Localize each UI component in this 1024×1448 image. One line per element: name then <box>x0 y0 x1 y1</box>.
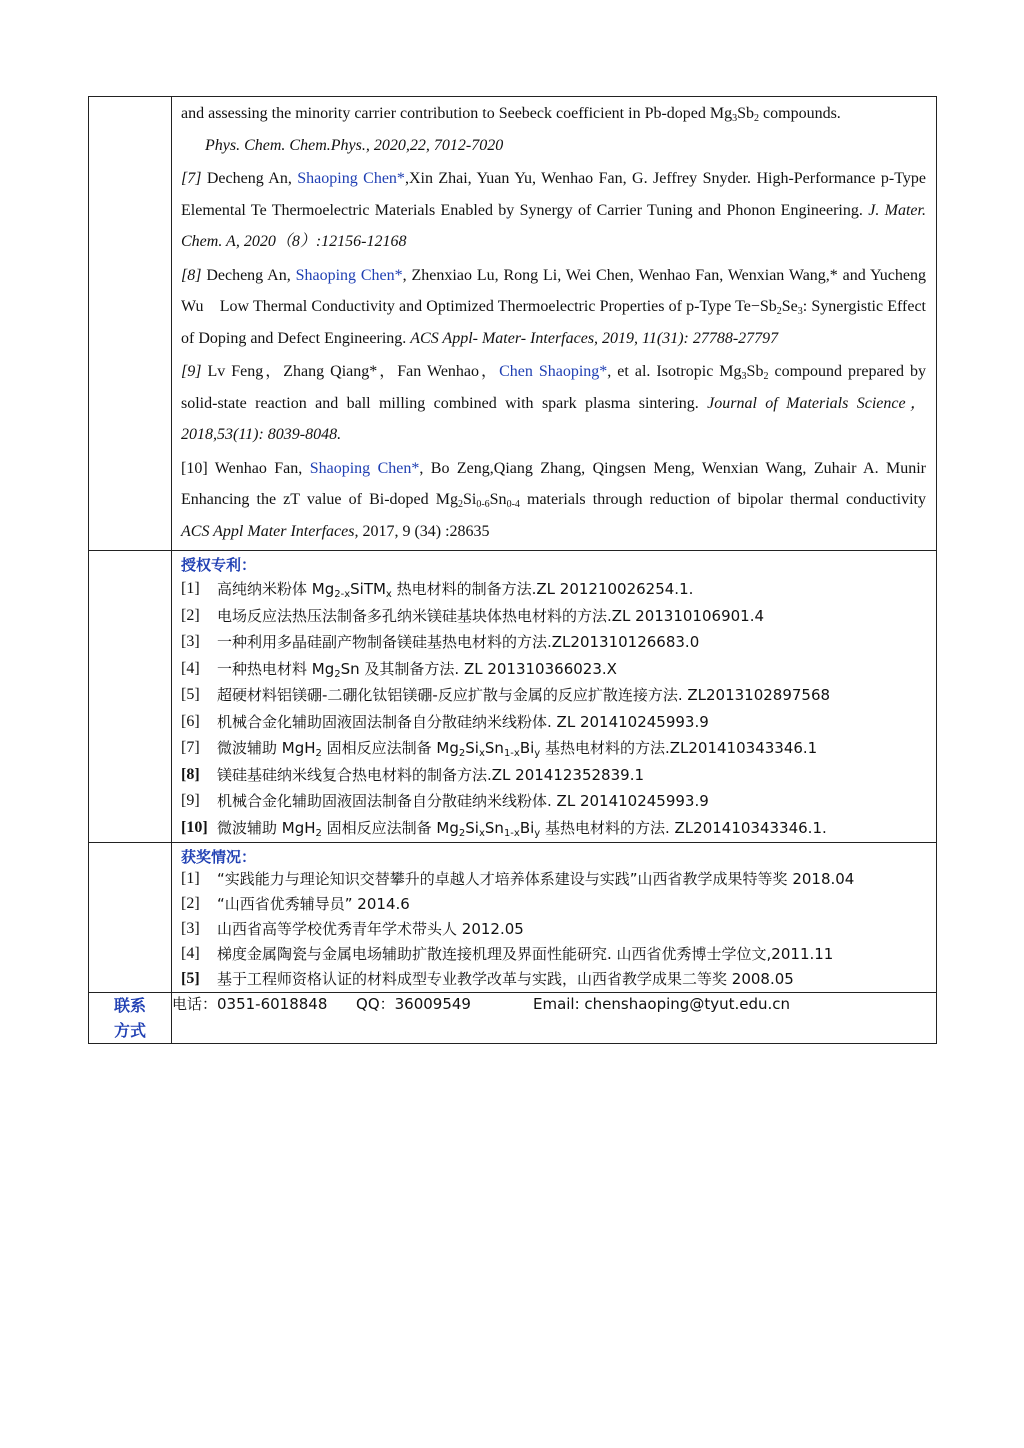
publication-9-journal: Journal of Materials Science，2018,53(11): 8039-8048. <box>181 394 926 443</box>
profile-table <box>88 96 943 1044</box>
publication-7: [7] Decheng An, Shaoping Chen*,Xin Zhai, Yuan Yu, Wenhao Fan, G. Jeffrey Snyder. High-Performance p-Type Elemental Te Thermoelectric Materials Enabled by Synergy of Carrier Tuning and Phonon Engineering. J. Mater. Chem. A, 2020（8）:12156-12168 <box>181 170 927 250</box>
award-item: [5] 基于工程师资格认证的材料成型专业教学改革与实践，山西省教学成果二等奖 2008.05 <box>181 970 794 988</box>
awards-cell <box>172 843 937 993</box>
publication-6: and assessing the minority carrier contribution to Seebeck coefficient in Pb-doped $Mg_3Sb_2$ compounds. Phys. Chem. Chem.Phys., 2020,22, 7012-7020 <box>181 105 841 154</box>
award-item: [4] 梯度金属陶瓷与金属电场辅助扩散连接机理及界面性能研究. 山西省优秀博士学位文,2011.11 <box>181 945 834 963</box>
contact-cell <box>172 993 937 1044</box>
publication-8: [8] Decheng An, Shaoping Chen*, Zhenxiao Lu, Rong Li, Wei Chen, Wenhao Fan, Wenxian Wang,* and Yucheng Wu Low Thermal Conductivity and Optimized Thermoelectric Properties of p-Type $Te-Sb_2Se_3$: Synergistic Effect of Doping and Defect Engineering. ACS Appl- Mater- Interfaces, 2019, 11(31): 27788-27797 <box>181 266 927 347</box>
patents-cell <box>172 551 937 843</box>
contact-row <box>89 993 937 1044</box>
corresponding-author: Shaoping Chen* <box>295 266 403 284</box>
patent-item: [4] 一种热电材料 $Mg_2Sn$ 及其制备方法. ZL 201310366023.X <box>181 659 617 680</box>
patents-title: 授权专利： <box>181 556 257 574</box>
publication-10: [10] Wenhao Fan, Shaoping Chen*, Bo Zeng,Qiang Zhang, Qingsen Meng, Wenxian Wang, Zuhair A. Munir Enhancing the zT value of Bi-doped $Mg_2Si_{0-6}Sn_{0-4}$ materials through reduction of bipolar thermal conductivity ACS Appl Mater Interfaces, 2017, 9 (34) :28635 <box>181 459 943 540</box>
awards-label-cell <box>89 843 172 993</box>
award-item: [3] 山西省高等学校优秀青年学术带头人 2012.05 <box>181 920 524 938</box>
award-item: [2] “山西省优秀辅导员” 2014.6 <box>181 895 410 913</box>
patent-item: [5] 超硬材料铝镁硼-二硼化钛铝镁硼-反应扩散与金属的反应扩散连接方法. ZL2013102897568 <box>181 686 831 704</box>
corresponding-author: Shaoping Chen* <box>297 170 405 187</box>
publication-9: [9] Lv Feng，Zhang Qiang*，Fan Wenhao，Chen Shaoping*, et al. Isotropic $Mg_3Sb_2$ compound prepared by solid-state reaction and ball milling combined with spark plasma sintering. Journal of Materials Science，2018,53(11): 8039-8048. <box>181 363 926 443</box>
publications-cell <box>172 97 943 551</box>
patents-list <box>181 576 926 841</box>
publications-row <box>89 97 937 551</box>
corresponding-author: Shaoping Chen* <box>309 459 420 477</box>
awards-row <box>89 843 937 993</box>
publication-10-journal: ACS Appl Mater Interfaces, <box>181 522 359 540</box>
publication-8-journal: ACS Appl- Mater- Interfaces, 2019, 11(31): 27788-27797 <box>410 329 779 347</box>
patents-row <box>89 551 937 843</box>
publication-6-journal: Phys. Chem. Chem.Phys., 2020,22, 7012-7020 <box>205 136 504 154</box>
awards-list <box>181 868 926 990</box>
publication-7-journal: J. Mater. Chem. A, 2020（8）:12156-12168 <box>181 201 926 250</box>
patent-item: [3] 一种利用多晶硅副产物制备镁硅基热电材料的方法.ZL201310126683.0 <box>181 633 700 651</box>
awards-title: 获奖情况： <box>181 848 257 866</box>
patent-item: [10] 微波辅助 MgH$_2$ 固相反应法制备 $Mg_2Si_xSn_{1-x}Bi_y$ 基热电材料的方法. ZL201410343346.1. <box>181 818 827 839</box>
contact-qq: QQ：36009549 <box>356 995 471 1013</box>
patent-item: [9] 机械合金化辅助固液固法制备自分散硅纳米线粉体. ZL 201410245993.9 <box>181 792 709 810</box>
patent-item: [2] 电场反应法热压法制备多孔纳米镁硅基块体热电材料的方法.ZL 201310106901.4 <box>181 606 765 625</box>
patents-label-cell <box>89 551 172 843</box>
contact-email[interactable]: Email: chenshaoping@tyut.edu.cn <box>532 995 791 1013</box>
contact-phone: 电话：0351-6018848 <box>172 995 328 1013</box>
patent-item: [8] 镁硅基硅纳米线复合热电材料的制备方法.ZL 201412352839.1 <box>181 765 645 784</box>
award-item: [1] “实践能力与理论知识交替攀升的卓越人才培养体系建设与实践”山西省教学成果特等奖 2018.04 <box>181 870 855 888</box>
corresponding-author: Chen Shaoping* <box>499 363 608 380</box>
publications-label-cell <box>89 97 172 551</box>
patent-item: [7] 微波辅助 MgH$_2$ 固相反应法制备 $Mg_2Si_xSn_{1-x}Bi_y$ 基热电材料的方法.ZL201410343346.1 <box>181 739 818 759</box>
patent-item: [6] 机械合金化辅助固液固法制备自分散硅纳米线粉体. ZL 201410245993.9 <box>181 712 709 731</box>
patent-item: [1] 高纯纳米粉体 $Mg_{2-x}SiTM_x$ 热电材料的制备方法.ZL 201210026254.1. <box>181 580 694 600</box>
contact-label: 联系 方式 <box>89 993 172 1044</box>
